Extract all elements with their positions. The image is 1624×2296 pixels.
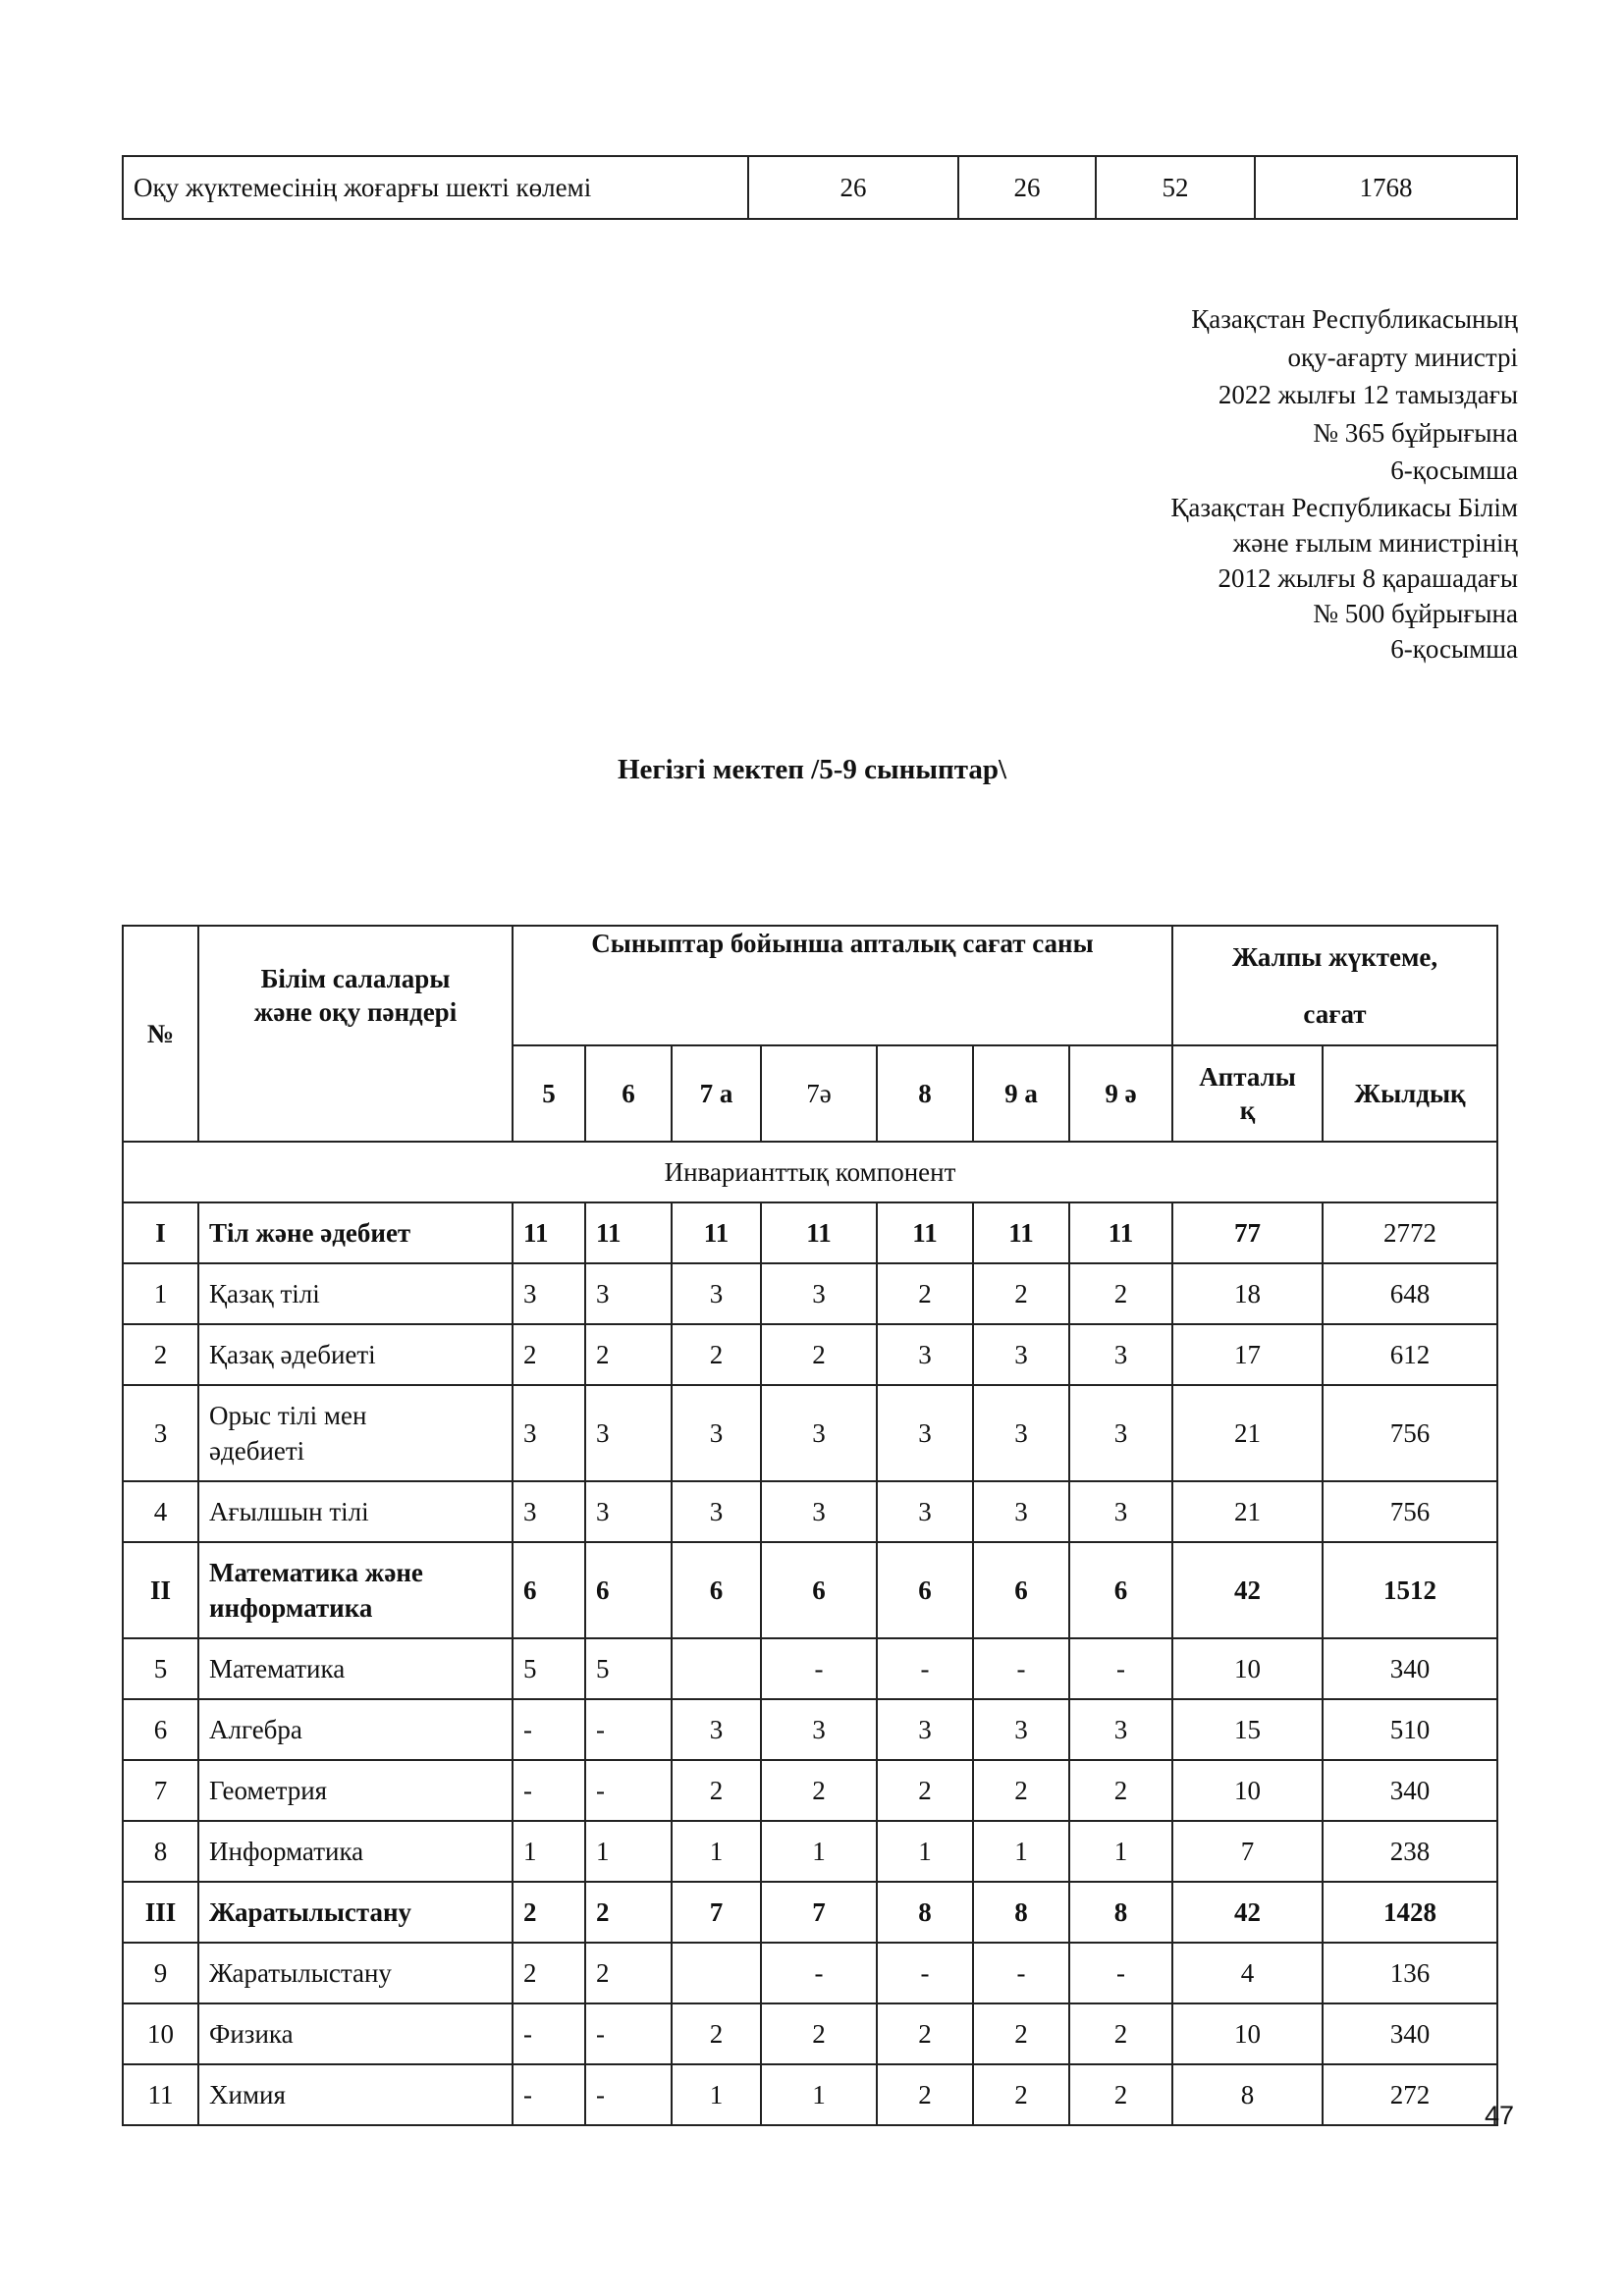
weekly-total: 17 [1172,1324,1323,1385]
annex-block [1170,300,1518,667]
header-subject-line: Білім салалары [260,964,451,993]
yearly-total: 756 [1323,1481,1497,1542]
grade-hours: 1 [585,1821,672,1882]
annex-line: және ғылым министрінің [1232,527,1518,558]
grade-hours: 2 [877,2064,973,2125]
grade-hours: 1 [761,1821,877,1882]
table-row [123,1943,1497,2003]
grade-hours: - [973,1943,1069,2003]
yearly-total: 1428 [1323,1882,1497,1943]
subject-name-line: информатика [209,1593,373,1623]
grade-hours: - [1069,1943,1172,2003]
annex-line: № 365 бұйрығына [1313,417,1518,448]
grade-hours: 6 [672,1542,761,1638]
grade-hours: 1 [1069,1821,1172,1882]
grade-hours: - [513,2003,585,2064]
grade-hours: 2 [672,1760,761,1821]
curriculum-table [122,925,1498,2126]
load-limit-value: 1768 [1255,156,1517,219]
grade-hours: 2 [973,2064,1069,2125]
load-limit-table [122,155,1518,220]
grade-hours: 3 [877,1324,973,1385]
grade-hours [672,1638,761,1699]
grade-hours: 5 [513,1638,585,1699]
grade-hours: - [585,1699,672,1760]
row-number: 7 [123,1760,198,1821]
grade-hours: 2 [672,2003,761,2064]
table-row [123,2064,1497,2125]
grade-hours: 2 [585,1324,672,1385]
subject-name: Жаратылыстану [198,1882,513,1943]
weekly-total: 10 [1172,2003,1323,2064]
annex-line: 6-қосымша [1390,633,1518,664]
grade-hours: 2 [513,1882,585,1943]
load-limit-value: 26 [748,156,958,219]
grade-hours: 3 [513,1263,585,1324]
grade-hours: - [585,1760,672,1821]
grade-hours: 3 [761,1481,877,1542]
yearly-total: 1512 [1323,1542,1497,1638]
weekly-total: 42 [1172,1542,1323,1638]
grade-hours: 2 [585,1882,672,1943]
row-number: 5 [123,1638,198,1699]
grade-hours: 11 [585,1202,672,1263]
grade-hours: 2 [877,2003,973,2064]
subject-name [198,1542,513,1638]
annex-line: 2022 жылғы 12 тамыздағы [1218,380,1518,409]
row-number: 8 [123,1821,198,1882]
table-row [123,1699,1497,1760]
weekly-total: 15 [1172,1699,1323,1760]
subject-name: Математика [198,1638,513,1699]
annex-line: 2012 жылғы 8 қарашадағы [1218,562,1518,593]
grade-hours: 3 [973,1385,1069,1481]
header-weekly-total-line: қ [1239,1095,1256,1125]
grade-hours: 2 [1069,1263,1172,1324]
grade-hours: 7 [672,1882,761,1943]
header-total-load [1172,926,1497,1045]
grade-hours: 3 [585,1263,672,1324]
table-row [123,1324,1497,1385]
grade-hours: 2 [672,1324,761,1385]
header-grade: 8 [877,1045,973,1142]
grade-hours: - [877,1638,973,1699]
yearly-total: 510 [1323,1699,1497,1760]
header-subject-line: және оқу пәндері [253,997,458,1027]
weekly-total: 10 [1172,1760,1323,1821]
grade-hours: 8 [973,1882,1069,1943]
header-grade: 7 а [672,1045,761,1142]
table-row [123,156,1517,219]
row-number: 6 [123,1699,198,1760]
grade-hours: - [585,2064,672,2125]
grade-hours: 8 [1069,1882,1172,1943]
yearly-total: 340 [1323,2003,1497,2064]
weekly-total: 8 [1172,2064,1323,2125]
table-header-row [123,926,1497,1045]
row-number: 4 [123,1481,198,1542]
grade-hours: 11 [513,1202,585,1263]
grade-hours: 6 [761,1542,877,1638]
grade-hours: 3 [585,1385,672,1481]
grade-hours: 11 [672,1202,761,1263]
grade-hours: - [761,1943,877,2003]
grade-hours: 8 [877,1882,973,1943]
curriculum-rows [123,1202,1497,2125]
table-row [123,1760,1497,1821]
section-invariant: Инварианттық компонент [123,1142,1497,1202]
load-limit-label: Оқу жүктемесінің жоғарғы шекті көлемі [123,156,748,219]
grade-hours: 1 [877,1821,973,1882]
weekly-total: 4 [1172,1943,1323,2003]
grade-hours: 1 [672,1821,761,1882]
table-row [123,1638,1497,1699]
grade-hours: 3 [973,1324,1069,1385]
grade-hours: - [513,2064,585,2125]
header-grade: 7ә [761,1045,877,1142]
row-number: III [123,1882,198,1943]
grade-hours: 3 [1069,1385,1172,1481]
grade-hours: 3 [973,1699,1069,1760]
grade-hours: - [973,1638,1069,1699]
grade-hours: 6 [513,1542,585,1638]
header-weekly-hours: Сыныптар бойынша апталық сағат саны [513,926,1172,1045]
grade-hours: 2 [973,1263,1069,1324]
yearly-total: 2772 [1323,1202,1497,1263]
subject-name: Информатика [198,1821,513,1882]
table-row [123,1882,1497,1943]
grade-hours: 2 [585,1943,672,2003]
grade-hours: 2 [761,1760,877,1821]
grade-hours: 1 [973,1821,1069,1882]
subject-name: Қазақ әдебиеті [198,1324,513,1385]
row-number: 1 [123,1263,198,1324]
grade-hours: 2 [761,2003,877,2064]
grade-hours: 3 [973,1481,1069,1542]
grade-hours: 3 [761,1385,877,1481]
section-row [123,1142,1497,1202]
annex-line: Қазақстан Республикасы Білім [1170,492,1518,522]
grade-hours: 11 [877,1202,973,1263]
weekly-total: 21 [1172,1385,1323,1481]
row-number: 2 [123,1324,198,1385]
subject-name: Геометрия [198,1760,513,1821]
header-weekly-total [1172,1045,1323,1142]
grade-hours: 3 [761,1263,877,1324]
header-grade: 9 а [973,1045,1069,1142]
subject-name-line: Орыс тілі мен [209,1401,367,1430]
grade-hours: 1 [761,2064,877,2125]
subject-name-line: Математика және [209,1558,423,1587]
yearly-total: 272 [1323,2064,1497,2125]
grade-hours: 3 [672,1385,761,1481]
header-grade: 9 ә [1069,1045,1172,1142]
grade-hours: 2 [1069,2064,1172,2125]
weekly-total: 18 [1172,1263,1323,1324]
grade-hours: - [1069,1638,1172,1699]
table-row [123,1481,1497,1542]
grade-hours: 7 [761,1882,877,1943]
table-row [123,1385,1497,1481]
page-number: 47 [1484,2101,1514,2130]
grade-hours: - [761,1638,877,1699]
grade-hours: 3 [672,1481,761,1542]
table-row [123,1821,1497,1882]
table-row [123,1542,1497,1638]
grade-hours: 3 [513,1481,585,1542]
grade-hours: 2 [1069,1760,1172,1821]
table-row [123,1263,1497,1324]
row-number: 9 [123,1943,198,2003]
grade-hours: 2 [973,1760,1069,1821]
grade-hours: 5 [585,1638,672,1699]
table-row [123,2003,1497,2064]
subject-name-line: әдебиеті [209,1436,305,1466]
grade-hours: 2 [1069,2003,1172,2064]
row-number: 10 [123,2003,198,2064]
annex-line: Қазақстан Республикасының [1191,304,1518,334]
yearly-total: 136 [1323,1943,1497,2003]
subject-name: Химия [198,2064,513,2125]
subject-name: Алгебра [198,1699,513,1760]
header-total-line: Жалпы жүктеме, [1231,942,1438,972]
grade-hours: 3 [877,1385,973,1481]
yearly-total: 648 [1323,1263,1497,1324]
yearly-total: 238 [1323,1821,1497,1882]
annex-line: оқу-ағарту министрі [1287,342,1518,372]
row-number: I [123,1202,198,1263]
subject-name: Қазақ тілі [198,1263,513,1324]
annex-line: № 500 бұйрығына [1313,598,1518,628]
yearly-total: 340 [1323,1760,1497,1821]
header-subject [198,926,513,1142]
grade-hours: 11 [761,1202,877,1263]
header-total-line: сағат [1303,999,1367,1029]
subject-name: Физика [198,2003,513,2064]
subject-name: Жаратылыстану [198,1943,513,2003]
page-title: Негізгі мектеп /5-9 сыныптар\ [617,754,1007,785]
grade-hours: 3 [672,1263,761,1324]
grade-hours: 3 [761,1699,877,1760]
subject-name: Тіл және әдебиет [198,1202,513,1263]
weekly-total: 10 [1172,1638,1323,1699]
header-no: № [123,926,198,1142]
grade-hours [672,1943,761,2003]
grade-hours: 2 [513,1324,585,1385]
grade-hours: 6 [585,1542,672,1638]
grade-hours: - [513,1699,585,1760]
grade-hours: 2 [513,1943,585,2003]
grade-hours: 2 [877,1263,973,1324]
row-number: II [123,1542,198,1638]
subject-name: Ағылшын тілі [198,1481,513,1542]
yearly-total: 756 [1323,1385,1497,1481]
load-limit-value: 52 [1096,156,1255,219]
grade-hours: 3 [1069,1699,1172,1760]
table-row [123,1202,1497,1263]
grade-hours: 6 [877,1542,973,1638]
grade-hours: 3 [672,1699,761,1760]
grade-hours: - [513,1760,585,1821]
yearly-total: 612 [1323,1324,1497,1385]
weekly-total: 21 [1172,1481,1323,1542]
header-grade: 6 [585,1045,672,1142]
row-number: 3 [123,1385,198,1481]
subject-name [198,1385,513,1481]
grade-hours: 6 [1069,1542,1172,1638]
row-number: 11 [123,2064,198,2125]
header-weekly-total-line: Апталы [1199,1062,1296,1092]
grade-hours: 3 [1069,1481,1172,1542]
weekly-total: 7 [1172,1821,1323,1882]
grade-hours: 2 [973,2003,1069,2064]
grade-hours: 3 [585,1481,672,1542]
grade-hours: - [877,1943,973,2003]
header-yearly: Жылдық [1323,1045,1497,1142]
grade-hours: - [585,2003,672,2064]
weekly-total: 77 [1172,1202,1323,1263]
weekly-total: 42 [1172,1882,1323,1943]
grade-hours: 2 [761,1324,877,1385]
grade-hours: 1 [672,2064,761,2125]
grade-hours: 2 [877,1760,973,1821]
grade-hours: 3 [513,1385,585,1481]
grade-hours: 11 [1069,1202,1172,1263]
grade-hours: 3 [1069,1324,1172,1385]
grade-hours: 1 [513,1821,585,1882]
grade-hours: 3 [877,1699,973,1760]
yearly-total: 340 [1323,1638,1497,1699]
load-limit-value: 26 [958,156,1096,219]
header-grade: 5 [513,1045,585,1142]
grade-hours: 6 [973,1542,1069,1638]
grade-hours: 11 [973,1202,1069,1263]
annex-line: 6-қосымша [1390,455,1518,485]
grade-hours: 3 [877,1481,973,1542]
